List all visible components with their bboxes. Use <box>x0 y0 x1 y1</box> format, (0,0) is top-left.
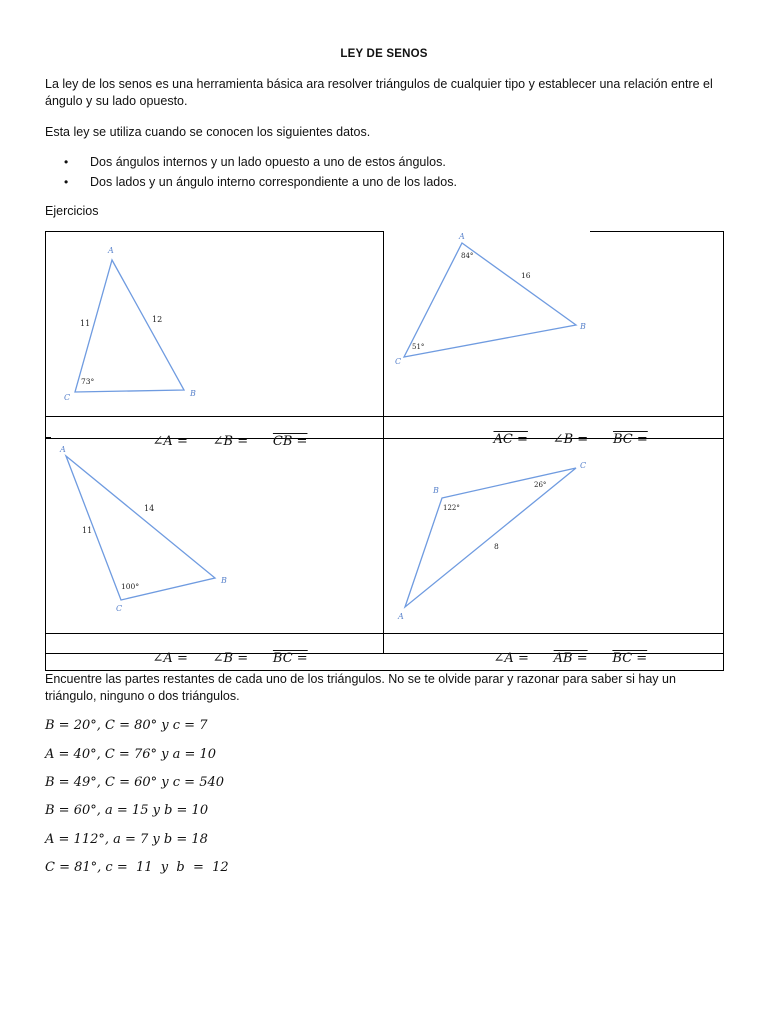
angle-label: 51° <box>412 343 425 351</box>
bullet-icon: • <box>64 175 69 189</box>
side-label: 8 <box>494 542 499 551</box>
angle-label: 100° <box>121 582 140 591</box>
answer-angle-a: ∠A = <box>493 651 529 666</box>
vertex-label: A <box>108 246 114 255</box>
triangle-1-figure <box>45 231 383 416</box>
triangle-1-shape <box>75 260 184 392</box>
page-title: LEY DE SENOS <box>340 48 428 60</box>
uses-paragraph: Esta ley se utiliza cuando se conocen los siguientes datos. <box>45 125 371 139</box>
triangle-4-figure <box>384 439 723 633</box>
exercise-grid <box>45 231 724 671</box>
answer-angle-b: ∠B = <box>212 651 249 666</box>
angle-label: 122° <box>443 504 460 512</box>
triangle-3-figure <box>45 439 383 633</box>
grid-rule <box>45 633 724 634</box>
vertex-label: B <box>433 486 439 495</box>
angle-label: 73° <box>81 377 95 386</box>
angle-label: 84° <box>461 252 474 260</box>
triangle-4-shape <box>405 468 576 607</box>
answer-angle-b: ∠B = <box>212 434 249 449</box>
grid-tick-mark <box>45 437 51 438</box>
answer-side-bc: BC = <box>612 651 648 666</box>
vertex-label: C <box>580 461 587 470</box>
angle-label: 26° <box>534 481 547 489</box>
side-label: 12 <box>152 315 163 324</box>
side-label: 14 <box>144 504 155 513</box>
problem-item: B = 60°, a = 15 y b = 10 <box>45 803 209 818</box>
grid-border-right <box>723 231 724 671</box>
bullet-icon: • <box>64 155 69 169</box>
vertex-label: C <box>64 393 71 402</box>
answer-side-bc: BC = <box>272 651 308 666</box>
intro-paragraph: La ley de los senos es una herramienta básica ara resolver triángulos de cualquier tipo y establecer una relación entre el ángulo y su lado opuesto. <box>45 77 713 108</box>
vertex-label: A <box>398 612 404 621</box>
bullet-text: Dos ángulos internos y un lado opuesto a uno de estos ángulos. <box>90 155 446 169</box>
vertex-label: B <box>580 322 586 331</box>
problem-item: B = 49°, C = 60° y c = 540 <box>45 775 225 790</box>
vertex-label: C <box>395 357 402 366</box>
answer-angle-a: ∠A = <box>152 651 188 666</box>
side-label: 11 <box>82 526 93 535</box>
bullet-list <box>64 152 724 192</box>
bullet-text: Dos lados y un ángulo interno correspondiente a uno de los lados. <box>90 175 457 189</box>
answer-angle-b: ∠B = <box>552 432 589 447</box>
side-label: 11 <box>80 319 91 328</box>
answer-side-bc: BC = <box>612 432 648 447</box>
side-label: 16 <box>521 271 531 280</box>
answer-angle-a: ∠A = <box>152 434 188 449</box>
vertex-label: B <box>190 389 196 398</box>
answer-side-ab: AB = <box>553 651 588 666</box>
vertex-label: A <box>60 445 66 454</box>
instructions-paragraph: Encuentre las partes restantes de cada uno de los triángulos. No se te olvide parar y razonar para saber si hay un triángulo, ninguno o dos triángulos. <box>45 672 676 703</box>
problem-item: C = 81°, c = 11 y b = 12 <box>45 860 229 875</box>
problem-item: B = 20°, C = 80° y c = 7 <box>45 718 208 733</box>
problem-item: A = 112°, a = 7 y b = 18 <box>45 832 208 847</box>
answer-side-ac: AC = <box>493 432 528 447</box>
problem-item: A = 40°, C = 76° y a = 10 <box>45 747 217 762</box>
vertex-label: A <box>459 232 465 241</box>
triangle-2-shape <box>404 243 576 357</box>
list-item <box>64 172 724 192</box>
vertex-label: C <box>116 604 123 613</box>
vertex-label: B <box>221 576 227 585</box>
answer-side-cb: CB = <box>272 434 308 449</box>
list-item <box>64 152 724 172</box>
triangle-2-figure <box>384 231 723 416</box>
exercises-heading: Ejercicios <box>45 204 99 218</box>
